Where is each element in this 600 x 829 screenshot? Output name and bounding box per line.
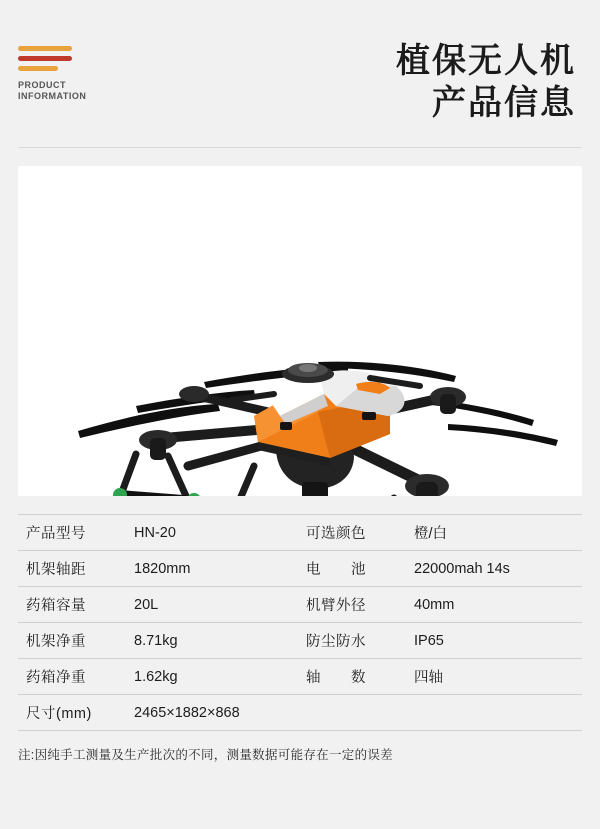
spec-value: 40mm — [414, 596, 455, 613]
drone-svg — [18, 166, 582, 496]
table-row — [18, 659, 582, 695]
spec-label: 电 池 — [306, 562, 366, 578]
spec-label: 防尘防水 — [306, 634, 366, 650]
spec-label: 机架轴距 — [26, 562, 86, 578]
page-title-line1: 植保无人机 — [396, 41, 576, 81]
brand-label-line1: PRODUCT — [18, 80, 66, 90]
spec-label: 可选颜色 — [306, 526, 366, 542]
brand-label — [18, 80, 138, 102]
spec-label: 药箱容量 — [26, 598, 86, 614]
logo-bars-icon — [18, 46, 72, 71]
spec-value: 1.62kg — [134, 668, 178, 685]
brand-label-line2: INFORMATION — [18, 91, 87, 101]
spec-label: 机臂外径 — [306, 598, 366, 614]
page-title-line2: 产品信息 — [432, 83, 576, 123]
brand-logo — [18, 46, 138, 102]
spec-label: 产品型号 — [26, 526, 86, 542]
spec-value: 四轴 — [414, 670, 443, 686]
spec-label: 机架净重 — [26, 634, 86, 650]
header-divider — [18, 147, 582, 148]
spec-value: 8.71kg — [134, 632, 178, 649]
spec-label: 药箱净重 — [26, 670, 86, 686]
table-row — [18, 515, 582, 551]
drone-illustration — [18, 166, 582, 496]
table-row — [18, 587, 582, 623]
spec-label: 轴 数 — [306, 670, 366, 686]
table-row — [18, 695, 582, 731]
page-header — [0, 0, 600, 148]
spec-value: IP65 — [414, 632, 444, 649]
table-row — [18, 623, 582, 659]
table-row — [18, 551, 582, 587]
spec-value: 20L — [134, 596, 159, 613]
spec-value: 1820mm — [134, 560, 191, 577]
spec-label: 尺寸(mm) — [26, 706, 92, 722]
spec-value: 2465×1882×868 — [134, 704, 240, 721]
spec-table — [18, 514, 582, 731]
spec-value: 橙/白 — [414, 526, 448, 542]
product-image-panel — [18, 166, 582, 496]
page-title — [396, 40, 576, 124]
spec-value: HN-20 — [134, 524, 176, 541]
spec-value: 22000mah 14s — [414, 560, 510, 577]
footnote: 注:因纯手工测量及生产批次的不同，测量数据可能存在一定的误差 — [18, 748, 393, 762]
